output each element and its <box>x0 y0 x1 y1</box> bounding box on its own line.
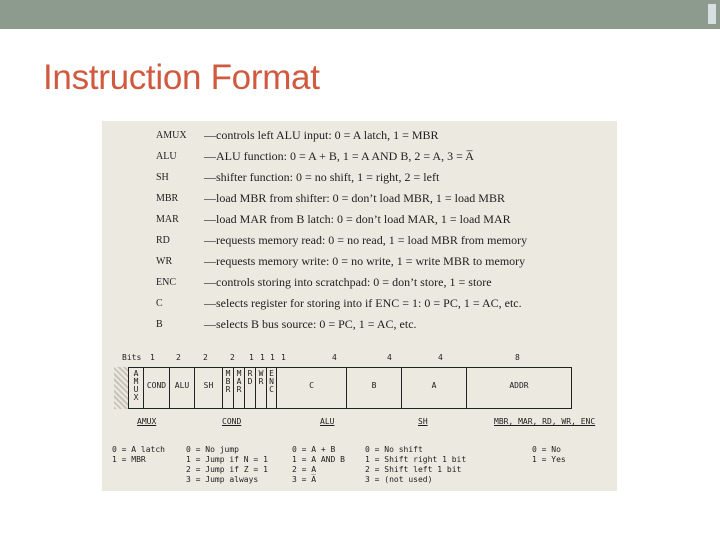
definition-text: —requests memory read: 0 = no read, 1 = load MBR from memory <box>204 233 528 247</box>
bit-width: 8 <box>515 353 520 362</box>
legend-line: 3 = Jump always <box>186 475 259 484</box>
definition-name: RD <box>156 235 170 246</box>
field-label: A M U X <box>133 369 139 402</box>
definition-text: —controls left ALU input: 0 = A latch, 1 = MBR <box>204 128 439 142</box>
field-label: ALU <box>174 381 190 390</box>
bit-width: 1 <box>270 353 275 362</box>
definition-name: C <box>156 298 163 309</box>
bit-width: 2 <box>230 353 235 362</box>
definition-row <box>156 315 616 335</box>
bit-width: 1 <box>249 353 254 362</box>
field-amux <box>128 367 144 409</box>
bit-width: 2 <box>176 353 181 362</box>
bit-width: 4 <box>387 353 392 362</box>
definition-row <box>156 252 616 272</box>
legend-line: 3 = A̅ <box>292 475 317 484</box>
definition-text: —selects register for storing into if ENC = 1: 0 = PC, 1 = AC, etc. <box>204 296 522 310</box>
bit-width: 4 <box>438 353 443 362</box>
bit-width: 4 <box>332 353 337 362</box>
field-label: C <box>309 381 314 390</box>
legend-heading-misc: MBR, MAR, RD, WR, ENC <box>494 417 596 426</box>
definition-name: WR <box>156 256 173 267</box>
left-hatch <box>114 367 128 409</box>
field-mbr <box>223 367 234 409</box>
field-c <box>277 367 347 409</box>
definition-row <box>156 168 616 188</box>
definition-name: SH <box>156 172 169 183</box>
definition-row <box>156 147 616 167</box>
definition-text: —requests memory write: 0 = no write, 1 = write MBR to memory <box>204 254 526 268</box>
definition-row <box>156 210 616 230</box>
field-rd <box>245 367 256 409</box>
field-label: E N C <box>269 369 274 394</box>
definition-name: ALU <box>156 151 177 162</box>
legend-line: 1 = Yes <box>532 455 566 464</box>
field-a <box>402 367 467 409</box>
legend-heading-alu: ALU <box>320 417 335 426</box>
legend-heading-cond: COND <box>222 417 242 426</box>
legend-line: 2 = Shift left 1 bit <box>365 465 462 474</box>
field-cond <box>144 367 170 409</box>
field-label: SH <box>203 381 214 390</box>
legend-line: 0 = No jump <box>186 445 239 454</box>
legend-line: 2 = A <box>292 465 317 474</box>
field-label: ADDR <box>509 381 529 390</box>
field-wr <box>256 367 267 409</box>
field-mar <box>234 367 245 409</box>
legend-line: 3 = (not used) <box>365 475 433 484</box>
definition-row <box>156 231 616 251</box>
field-label: M A R <box>236 369 242 394</box>
definition-row <box>156 189 616 209</box>
field-label: A <box>431 381 437 390</box>
field-sh <box>195 367 223 409</box>
definition-row <box>156 273 616 293</box>
field-alu <box>170 367 195 409</box>
definition-text: —shifter function: 0 = no shift, 1 = right, 2 = left <box>204 170 440 184</box>
bit-width: 1 <box>150 353 155 362</box>
definition-text: —load MAR from B latch: 0 = don’t load MAR, 1 = load MAR <box>204 212 511 226</box>
definition-name: MAR <box>156 214 179 225</box>
field-label: W R <box>258 369 264 386</box>
slide-title: Instruction Format <box>43 58 320 97</box>
legend-line: 0 = No <box>532 445 561 454</box>
legend-line: 1 = Jump if N = 1 <box>186 455 268 464</box>
instruction-format-figure <box>102 121 617 491</box>
legend-line: 2 = Jump if Z = 1 <box>186 465 268 474</box>
definition-name: AMUX <box>156 130 187 141</box>
legend-line: 1 = A AND B <box>292 455 345 464</box>
definition-name: MBR <box>156 193 179 204</box>
legend-heading-sh: SH <box>418 417 428 426</box>
definition-text: —load MBR from shifter: 0 = don’t load MBR, 1 = load MBR <box>204 191 505 205</box>
legend-line: 0 = A latch <box>112 445 165 454</box>
field-b <box>347 367 402 409</box>
legend-line: 0 = A + B <box>292 445 336 454</box>
bit-width: 1 <box>281 353 286 362</box>
field-label: M B R <box>225 369 231 394</box>
top-bar-accent <box>708 4 716 24</box>
legend-line: 1 = Shift right 1 bit <box>365 455 467 464</box>
field-addr <box>467 367 572 409</box>
field-label: B <box>371 381 377 390</box>
definition-name: ENC <box>156 277 176 288</box>
slide-top-bar <box>0 0 720 29</box>
definition-text: —ALU function: 0 = A + B, 1 = A AND B, 2 = A, 3 = A̅ <box>204 149 474 163</box>
definition-text: —controls storing into scratchpad: 0 = don’t store, 1 = store <box>204 275 492 289</box>
legend-line: 1 = MBR <box>112 455 146 464</box>
field-label: COND <box>146 381 167 390</box>
bits-label: Bits <box>122 353 142 362</box>
legend-heading-amux: AMUX <box>137 417 157 426</box>
legend-line: 0 = No shift <box>365 445 423 454</box>
bit-width: 2 <box>203 353 208 362</box>
bit-width: 1 <box>260 353 265 362</box>
definition-row <box>156 294 616 314</box>
definition-text: —selects B bus source: 0 = PC, 1 = AC, etc. <box>204 317 417 331</box>
field-enc <box>267 367 277 409</box>
field-label: R D <box>247 369 253 386</box>
definition-row <box>156 126 616 146</box>
definition-name: B <box>156 319 163 330</box>
